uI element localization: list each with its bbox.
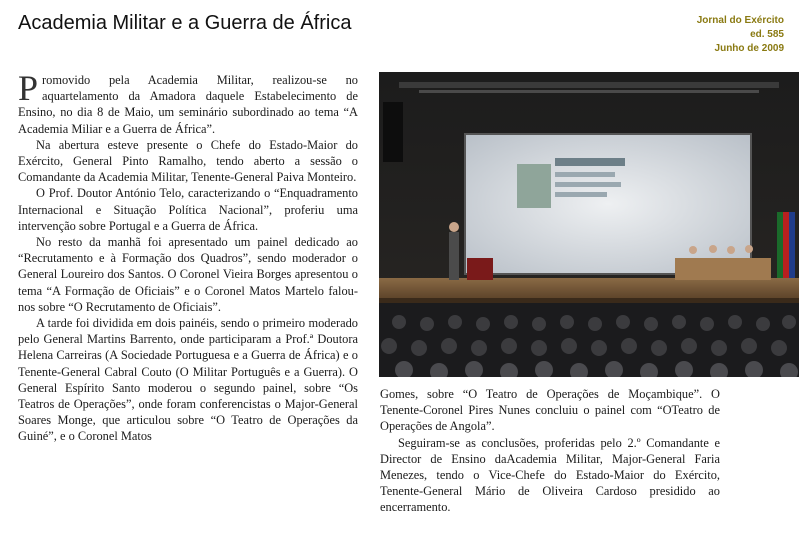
seminar-photo	[379, 72, 799, 377]
paragraph-5-continued: Gomes, sobre “O Teatro de Operações de Moçambique”. O Tenente-Coronel Pires Nunes concluiu o painel com “OTeatro de Operações de Angola”.	[380, 387, 720, 434]
paragraph-6: Seguiram-se as conclusões, proferidas pelo 2.º Comandante e Director de Ensino daAcademia Militar, Major-General Faria Menezes, tendo o Vice-Chefe do Estado-Maior do Exército, Tenente-General Mário de Oliveira Cardoso presidido ao encerramento.	[380, 435, 720, 515]
paragraph-3: O Prof. Doutor António Telo, caracterizando o “Enquadramento Internacional e Situação Política Nacional”, proferiu uma intervenção sobre Portugal e a Guerra de África.	[18, 186, 358, 233]
paragraph-5: A tarde foi dividida em dois painéis, sendo o primeiro moderado pelo General Martins Barrento, onde participaram a Prof.ª Doutora Helena Carreiras (A Sociedade Portuguesa e a Guerra de África) e o Tenente-General Cabral Couto (O Militar Português e a Guerra). O General Espírito Santo moderou o segundo painel, sobre “Os Teatros de Operações”, onde foram conferencistas o Major-General Soares Monge, que articulou sobre “O Teatro de Operações da Guiné”, e o Coronel Matos	[18, 316, 358, 444]
article-column-left	[18, 68, 358, 445]
article-title: Academia Militar e a Guerra de África	[18, 12, 352, 34]
paragraph-4: No resto da manhã foi apresentado um painel dedicado ao “Recrutamento e à Formação dos Quadros”, sendo moderador o General Loureiro dos Santos. O Coronel Vieira Borges apresentou o tema “A Formação de Oficiais” e o Coronel Matos Martelo falou-nos sobre “O Recrutamento de Oficiais”.	[18, 235, 358, 314]
publication-date: Junho de 2009	[714, 43, 784, 54]
edition-number: ed. 585	[750, 29, 784, 40]
publication-info	[697, 14, 784, 56]
publication-name: Jornal do Exército	[696, 15, 784, 26]
auditorium-illustration	[379, 72, 799, 377]
paragraph-1	[18, 68, 358, 137]
drop-cap: P	[18, 68, 39, 108]
paragraph-2: Na abertura esteve presente o Chefe do Estado-Maior do Exército, General Pinto Ramalho, tendo aberto a sessão o Comandante da Academia Militar, Tenente-General Paiva Monteiro.	[18, 137, 358, 185]
paragraph-1-text: romovido pela Academia Militar, realizou-se no aquartelamento da Amadora daquele Estabelecimento de Ensino, no dia 8 de Maio, um seminário subordinado ao tema “A Academia Miliar e a Guerra de África”.	[18, 73, 358, 136]
article-column-right	[380, 386, 720, 516]
